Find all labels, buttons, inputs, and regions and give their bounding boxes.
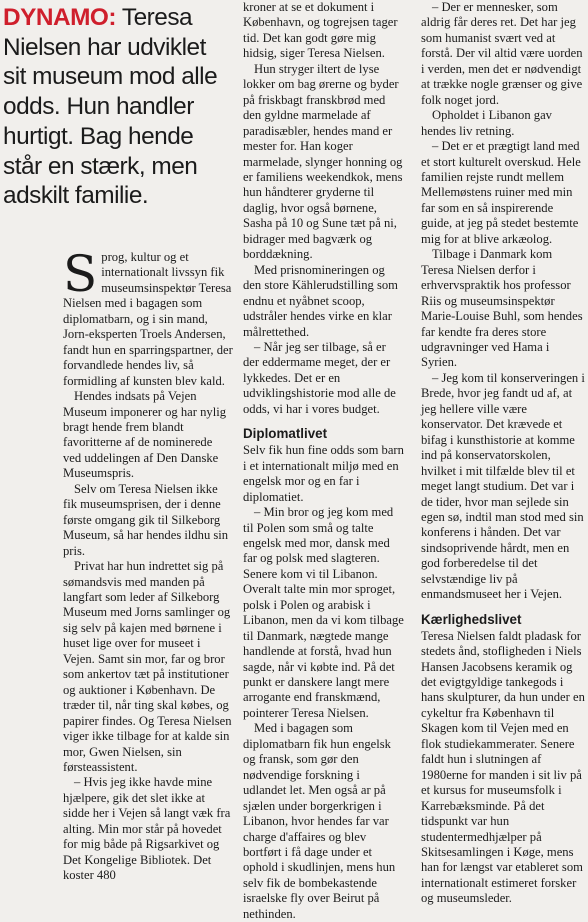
headline-kicker: DYNAMO: bbox=[3, 4, 117, 31]
paragraph: Hendes indsats på Vejen Museum imponerer og har nylig bragt hende frem blandt favoritterne af de nominerede ved uddelingen af Den Danske Museumspris. bbox=[63, 389, 226, 481]
headline-text: Teresa Nielsen har udviklet sit museum mod alle odds. Hun handler hurtigt. Bag hende står en stærk, men adskilt familie. bbox=[3, 4, 218, 210]
paragraph: – Jeg kom til konserveringen i Brede, hvor jeg fandt ud af, at jeg hellere ville være konservator. Det krævede et bifag i kunsthistorie at komme ind på konservatorskolen, hvilket i mit tilfælde blev til et meget langt studium. Det var i de tider, hvor man sejlede sin egen sø, indtil man stod med sin konferens i hånden. Det var sindsoprivende hårdt, men en god forberedelse til det selvstændige liv på enmandsmuseet her i Vejen. bbox=[421, 370, 585, 602]
column-2 bbox=[243, 0, 404, 922]
column-1 bbox=[63, 245, 233, 884]
paragraph: Hun stryger iltert de lyse lokker om bag ørerne og byder på friskbagt franskbrød med den gyldne marmelade af paradisæbler, hendes mand er mester for. Han koger marmelade, slynger honning og er familiens weekendkok, mens hun håndterer gryderne til daglig, hvor også børnene, Sasha på 10 og Sune tæt på ni, bidrager med bagværk og borddækning. bbox=[243, 61, 403, 262]
paragraph: – Det er et prægtigt land med et stort kulturelt overskud. Hele familien rejste rundt mellem Mellemøstens ruiner med min far som en så inspirerende guide, at jeg på stedet bestemte mig for at blive arkæolog. bbox=[421, 139, 581, 246]
drop-cap: S bbox=[63, 245, 98, 303]
paragraph: Med i bagagen som diplomatbarn fik hun engelsk og fransk, som gør den nødvendige forskning i udlandet let. Men også ar på sjælen under borgerkrigen i Libanon, hvor hendes far var charge d'affaires og blev bortført i få dage under et ophold i skudlinjen, mens hun selv fik de bombekastende israelske fly over Beirut på nethinden. bbox=[243, 721, 396, 921]
paragraph: Med prisnomineringen og den store Kählerudstilling som endnu et nyåbnet scoop, udstråler hendes virke en klar målrettethed. bbox=[243, 262, 398, 339]
paragraph: – Der er mennesker, som aldrig får deres ret. Det har jeg som humanist svært ved at forstå. Der vil altid være uorden i verden, men det er nødvendigt at trække nogle grænser og give folk noget jord. bbox=[421, 0, 583, 107]
subheading-diplomatlivet: Diplomatlivet bbox=[243, 426, 328, 442]
intro-text: prog, kultur og et internationalt livssyn fik museumsinspektør Teresa Nielsen med i bagagen som diplomatbarn, og i sin mand, Jorn-eksperten Troels Andersen, fandt hun en sparringspartner, der forvandlede hendes liv, så formidling af kunsten blev kald. bbox=[63, 250, 233, 388]
paragraph: Teresa Nielsen faldt pladask for stedets ånd, stofligheden i Niels Hansen Jacobsens keramik og det evigtgyldige tankegods i hans skulpturer, da hun under en cykeltur fra København til Skagen kom til Vejen med en flok studiekammerater. Senere faldt hun i slutningen af 1980erne for manden i sit liv på et kursus for museumsfolk i Karrebæksminde. På det tidspunkt var hun studentermedhjælper på Skitsesamlingen i Køge, mens han for længst var etableret som internationalt estimeret forsker og museumsleder. bbox=[421, 628, 585, 906]
paragraph: Tilbage i Danmark kom Teresa Nielsen derfor i erhvervspraktik hos professor Riis og museumsinspektør Marie-Louise Buhl, som hendes far kendte fra deres store udgravninger ved Hama i Syrien. bbox=[421, 247, 583, 370]
headline bbox=[3, 3, 231, 211]
paragraph: – Når jeg ser tilbage, så er der eddermame meget, der er lykkedes. Det er en udviklingshistorie mod alle de odds, vi har i vores budget. bbox=[243, 339, 396, 416]
column-3 bbox=[421, 0, 585, 907]
paragraph: Selv om Teresa Nielsen ikke fik museumsprisen, der i denne første omgang gik til Silkeborg Museum, så har hendes ildhu sin pris. bbox=[63, 481, 229, 558]
subheading-kaerlighedslivet: Kærlighedslivet bbox=[421, 611, 522, 627]
paragraph: – Hvis jeg ikke havde mine hjælpere, gik det slet ikke at sidde her i Vejen så langt væk fra alting. Min mor står på hovedet for mig både på Rigsarkivet og Det Kongelige Bibliotek. Det koster 480 bbox=[63, 775, 231, 883]
paragraph: kroner at se et dokument i København, og togrejsen tager tid. Det kan godt gøre mig hidsig, siger Teresa Nielsen. bbox=[243, 0, 398, 61]
paragraph: Selv fik hun fine odds som barn i et internationalt miljø med en engelsk mor og en far i diplomatiet. bbox=[243, 443, 404, 504]
paragraph: – Min bror og jeg kom med til Polen som små og talte engelsk med mor, dansk med far og polsk med slagteren. Senere kom vi til Libanon. Overalt talte min mor sproget, polsk i Polen og arabisk i Libanon, men da vi kom tilbage til Danmark, nægtede mange handlende at forstå, hvad hun sagde, når vi købte ind. På det punkt er danskere langt mere arrogante end franskmænd, pointerer Teresa Nielsen. bbox=[243, 505, 404, 720]
paragraph: Opholdet i Libanon gav hendes liv retning. bbox=[421, 108, 552, 138]
paragraph: Privat har hun indrettet sig på sømandsvis med manden på langfart som leder af Silkeborg Museum med Jorns samlinger og sig selv på kajen med børnene i huset lige over for museet i Vejen. Samt sin mor, far og bror som ankertov tæt på institutioner og auktioner i København. De træder til, når ting skal købes, og papirer findes. Og Teresa Nielsen viger ikke tilbage for at kalde sin mor, Gwen Nielsen, sin førsteassistent. bbox=[63, 559, 232, 774]
intro-paragraph bbox=[63, 245, 233, 389]
